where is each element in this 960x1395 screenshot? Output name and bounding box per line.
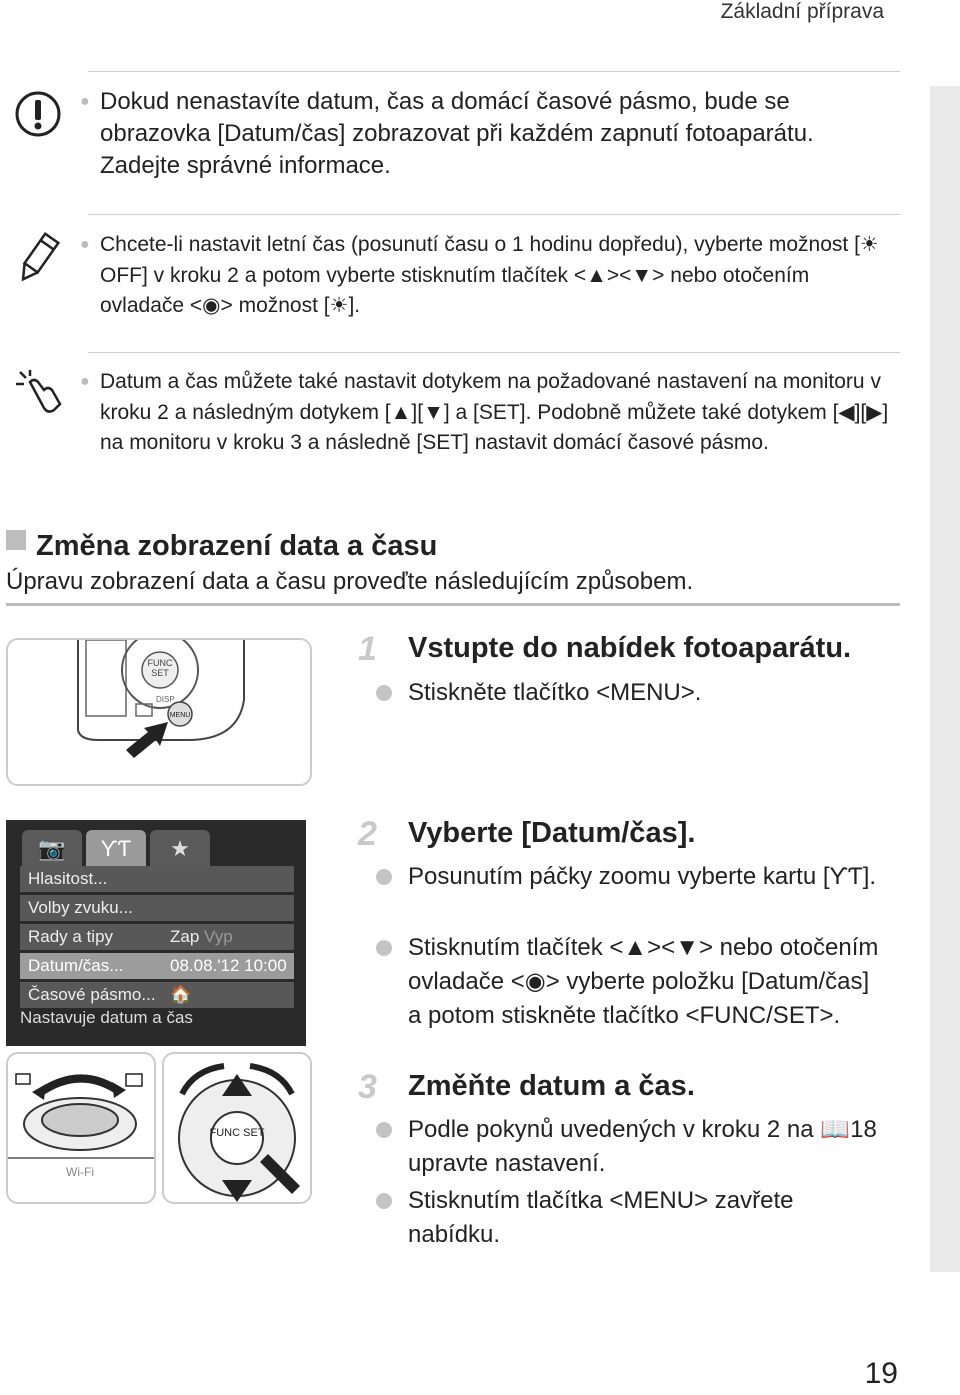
- step-title: Vyberte [Datum/čas].: [408, 817, 696, 849]
- running-header: Základní příprava: [720, 0, 884, 23]
- section-intro: Úpravu zobrazení data a času proveďte následujícím způsobem.: [6, 568, 694, 595]
- menu-row-date-time[interactable]: [20, 953, 294, 979]
- menu-row-volume[interactable]: [20, 866, 294, 892]
- menu-row-value: Zap: [170, 927, 200, 946]
- tab-my-menu[interactable]: ★: [150, 830, 210, 868]
- menu-row-value-alt: Vyp: [204, 927, 233, 946]
- menu-row-label: Rady a tipy: [28, 927, 114, 946]
- svg-text:SET: SET: [151, 668, 169, 678]
- menu-row-label: Hlasitost...: [28, 869, 108, 888]
- menu-row-label: Časové pásmo...: [28, 985, 156, 1004]
- note-pencil-text: Chcete-li nastavit letní čas (posunutí času o 1 hodinu dopředu), vyberte možnost [☀OFF] v kroku 2 a potom vyberte stisknutím tlačítek <▲><▼> nebo otočením ovladače <◉> možnost [☀].: [100, 233, 879, 317]
- pencil-icon: [16, 230, 60, 286]
- note-touch-text: Datum a čas můžete také nastavit dotykem na požadované nastavení na monitoru v kroku 2 a následným dotykem [▲][▼] a [SET]. Podobně můžete také dotykem [◀][▶] na monitoru v kroku 3 a následně [SET] nastavit domácí časové pásmo.: [100, 370, 889, 454]
- step-bullet: [408, 676, 888, 710]
- note-pencil: ● Chcete-li nastavit letní čas (posunutí času o 1 hodinu dopředu), vyberte možnost [☀OFF] v kroku 2 a potom vyberte stisknutím tlačítek <▲><▼> nebo otočením ovladače <◉> možnost [☀].: [80, 233, 879, 317]
- disp-label: DISP: [156, 695, 175, 704]
- bullet-text: Stisknutím tlačítek <▲><▼> nebo otočením ovladače <◉> vyberte položku [Datum/čas] a potom stiskněte tlačítko <FUNC/SET>.: [408, 934, 879, 1029]
- step-bullet: [408, 860, 888, 894]
- illustration-zoom-lever: [6, 1052, 156, 1204]
- page-number: 19: [864, 1357, 898, 1390]
- section-marker: [6, 530, 26, 550]
- svg-text:FUNC: FUNC: [147, 658, 173, 668]
- illustration-control-dial: [162, 1052, 312, 1204]
- note-touch: ● Datum a čas můžete také nastavit dotykem na požadované nastavení na monitoru v kroku 2 a následným dotykem [▲][▼] a [SET]. Podobně můžete také dotykem [◀][▶] na monitoru v kroku 3 a následně [SET] nastavit domácí časové pásmo.: [80, 370, 889, 454]
- note-warning: ● Dokud nenastavíte datum, čas a domácí časové pásmo, bude se obrazovka [Datum/čas] zobrazovat při každém zapnutí fotoaparátu. Zadejte správné informace.: [80, 88, 814, 179]
- home-icon: 🏠: [170, 985, 192, 1004]
- bullet-text: Posunutím páčky zoomu vyberte kartu [ƳƬ].: [408, 863, 877, 890]
- menu-row-time-zone[interactable]: [20, 982, 294, 1008]
- side-tab-bar: [930, 86, 960, 1272]
- divider: [88, 214, 900, 215]
- bullet-dot: [376, 940, 392, 956]
- bullet-text: Stisknutím tlačítka <MENU> zavřete nabídku.: [408, 1187, 794, 1248]
- menu-tab-bar: [16, 830, 296, 868]
- step-number: 3: [358, 1068, 377, 1106]
- divider: [88, 352, 900, 353]
- func-set-label: FUNC SET: [209, 1127, 265, 1139]
- menu-row-sound[interactable]: [20, 895, 294, 921]
- menu-row-value: 08.08.'12 10:00: [170, 956, 287, 975]
- bullet-dot: [376, 869, 392, 885]
- bullet-dot: [376, 1193, 392, 1209]
- menu-row-label: Volby zvuku...: [28, 898, 133, 917]
- warning-icon: [14, 90, 62, 138]
- step-number: 1: [358, 630, 377, 668]
- menu-row-label: Datum/čas...: [28, 956, 124, 975]
- section-rule: [6, 603, 900, 606]
- camera-menu-screenshot: [6, 820, 306, 1046]
- bullet-text: Stiskněte tlačítko <MENU>.: [408, 679, 702, 706]
- wifi-label: Wi-Fi: [66, 1165, 94, 1179]
- bullet-text: Podle pokynů uvedených v kroku 2 na 📖18 upravte nastavení.: [408, 1116, 877, 1177]
- menu-footer-hint: Nastavuje datum a čas: [20, 1008, 193, 1027]
- step-title: Vstupte do nabídek fotoaparátu.: [408, 632, 852, 664]
- step-title: Změňte datum a čas.: [408, 1070, 695, 1102]
- step-number: 2: [358, 815, 377, 853]
- menu-row-hints[interactable]: [20, 924, 294, 950]
- tab-settings[interactable]: ƳƬ: [86, 830, 146, 868]
- step-bullet: [408, 1113, 888, 1181]
- section-title: Změna zobrazení data a času: [36, 530, 438, 562]
- tab-shooting[interactable]: 📷: [22, 830, 82, 868]
- note-warning-text: Dokud nenastavíte datum, čas a domácí časové pásmo, bude se obrazovka [Datum/čas] zobrazovat při každém zapnutí fotoaparátu. Zadejte správné informace.: [100, 88, 814, 179]
- menu-button-label: MENU: [169, 712, 191, 719]
- step-bullet: [408, 931, 888, 1033]
- bullet-dot: [376, 685, 392, 701]
- illustration-menu-button: [6, 638, 312, 786]
- touch-hand-icon: [14, 368, 64, 418]
- divider: [88, 71, 900, 72]
- bullet-dot: [376, 1122, 392, 1138]
- step-bullet: [408, 1184, 888, 1252]
